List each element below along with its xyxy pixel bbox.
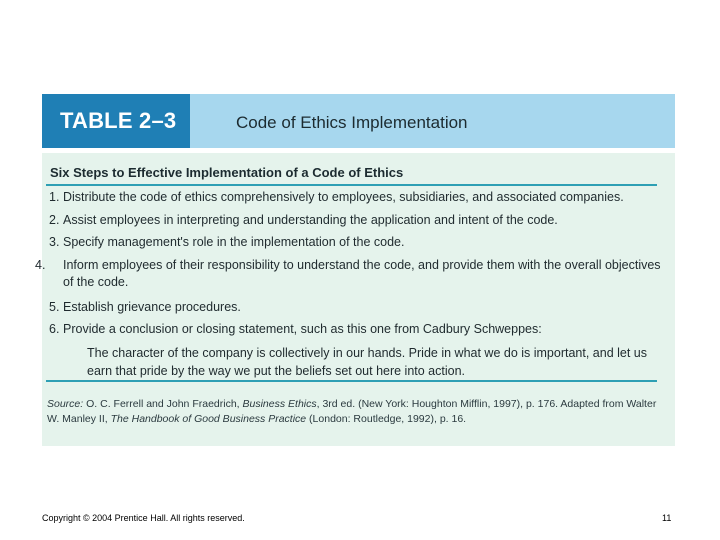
step-number: 5. [49,300,60,314]
page-number: 11 [662,513,672,523]
step-6 [49,321,661,338]
source-book-2: The Handbook of Good Business Practice [110,413,307,425]
step-text: Inform employees of their responsibility to understand the code, and provide them with the overall objectives of the code. [63,258,661,289]
step-number: 4. [35,258,46,272]
table-number: TABLE 2–3 [42,94,190,148]
step-number: 1. [49,190,60,204]
step-text: Distribute the code of ethics comprehensively to employees, subsidiaries, and associated companies. [63,190,624,204]
table-title: Code of Ethics Implementation [190,94,675,148]
source-text-1: O. C. Ferrell and John Fraedrich, [83,398,243,410]
step-text: Specify management's role in the implementation of the code. [63,235,405,249]
source-label: Source: [47,398,84,410]
source-note [47,397,663,427]
rule-top [46,184,657,186]
step-2 [49,212,661,229]
table-header [42,94,675,148]
closing-quote: The character of the company is collectively in our hands. Pride in what we do is important, and let us earn that pride by the way we put the beliefs set out here into action. [87,346,648,378]
source-text-3: (London: Routledge, 1992), p. 16. [306,413,467,425]
step-4 [35,257,661,291]
step-1 [49,189,661,206]
step-text: Assist employees in interpreting and understanding the application and intent of the code. [63,213,558,227]
source-book-1: Business Ethics [242,398,317,410]
step-number: 3. [49,235,60,249]
table-subtitle: Six Steps to Effective Implementation of a Code of Ethics [50,165,404,180]
copyright: Copyright © 2004 Prentice Hall. All rights reserved. [42,513,245,523]
rule-bottom [46,380,657,382]
step-number: 2. [49,213,60,227]
step-5 [49,299,661,316]
step-text: Establish grievance procedures. [63,300,241,314]
source-text-2: , 3rd ed. (New York: Houghton Mifflin, 1997), p. 176. Adapted from Walter W. Manley II, [47,398,657,425]
table-panel [35,153,675,446]
step-text: Provide a conclusion or closing statement, such as this one from Cadbury Schweppes: [63,322,542,336]
step-3 [49,234,661,251]
step-number: 6. [49,322,60,336]
